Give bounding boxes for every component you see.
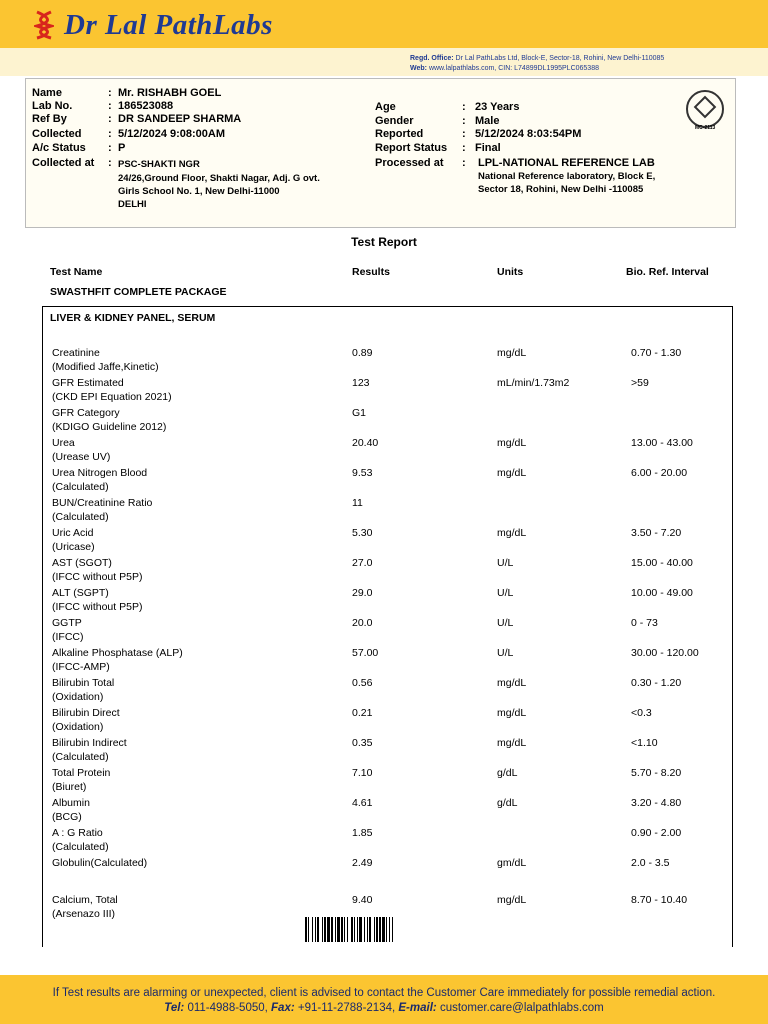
cell-result: 123 (352, 377, 370, 389)
gender: Male (475, 115, 500, 127)
collected-label: Collected (32, 128, 82, 140)
collected-at-label: Collected at (32, 157, 95, 169)
cell-unit: mg/dL (497, 347, 527, 359)
cell-name: GFR Category (52, 407, 120, 419)
cell-method: (Uricase) (52, 541, 95, 553)
cell-result: 57.00 (352, 647, 379, 659)
collected-time: 5/12/2024 9:08:00AM (118, 128, 226, 140)
cell-ref: 0.30 - 1.20 (631, 677, 682, 689)
cell-name: Uric Acid (52, 527, 94, 539)
cell-ref: 2.0 - 3.5 (631, 857, 670, 869)
name-label: Name (32, 87, 62, 99)
registered-office: Regd. Office: Dr Lal PathLabs Ltd, Block-E, Sector-18, Rohini, New Delhi-110085 Web: www.lalpathlabs.com, CIN: L74899DL1995PLC065388 (410, 55, 665, 72)
barcode-icon (305, 917, 471, 942)
report-status: Final (475, 142, 501, 154)
cell-result: 7.10 (352, 767, 373, 779)
cell-ref: 15.00 - 40.00 (631, 557, 693, 569)
ac-status: P (118, 142, 126, 154)
cell-method: (IFCC-AMP) (52, 661, 110, 673)
cell-ref: 0 - 73 (631, 617, 658, 629)
cell-unit: mg/dL (497, 894, 527, 906)
cell-ref: >59 (631, 377, 649, 389)
referred-by: DR SANDEEP SHARMA (118, 113, 242, 125)
cell-method: (Oxidation) (52, 721, 104, 733)
cell-result: 5.30 (352, 527, 373, 539)
column-header-units: Units (497, 266, 524, 278)
cell-unit: g/dL (497, 767, 518, 779)
reported-time: 5/12/2024 8:03:54PM (475, 128, 582, 140)
cell-ref: 3.50 - 7.20 (631, 527, 682, 539)
cell-method: (Arsenazo III) (52, 908, 116, 920)
collection-address-line: DELHI (118, 199, 147, 210)
gender-label: Gender (375, 115, 414, 127)
cell-unit: U/L (497, 647, 514, 659)
cell-result: G1 (352, 407, 367, 419)
collection-address-line: Girls School No. 1, New Delhi-11000 (118, 186, 280, 197)
cell-unit: mg/dL (497, 737, 527, 749)
processed-address-line: Sector 18, Rohini, New Delhi -110085 (478, 184, 644, 195)
cell-result: 0.35 (352, 737, 373, 749)
column-header-ref-interval: Bio. Ref. Interval (626, 266, 709, 278)
cell-name: GFR Estimated (52, 377, 124, 389)
cell-unit: mL/min/1.73m2 (497, 377, 570, 389)
cell-ref: 30.00 - 120.00 (631, 647, 699, 659)
cell-method: (Biuret) (52, 781, 87, 793)
cell-name: GGTP (52, 617, 82, 629)
cell-result: 20.0 (352, 617, 373, 629)
cell-method: (KDIGO Guideline 2012) (52, 421, 167, 433)
cell-method: (Calculated) (52, 841, 109, 853)
footer-advisory: If Test results are alarming or unexpected, client is advised to contact the Customer Care immediately for possible remedial action. (52, 987, 716, 999)
cell-unit: mg/dL (497, 527, 527, 539)
cell-result: 4.61 (352, 797, 373, 809)
cell-unit: U/L (497, 617, 514, 629)
cell-method: (CKD EPI Equation 2021) (52, 391, 172, 403)
cell-result: 27.0 (352, 557, 373, 569)
cell-result: 0.89 (352, 347, 373, 359)
processed-address-line: National Reference laboratory, Block E, (478, 171, 656, 182)
ref-label: Ref By (32, 113, 67, 125)
cell-ref: <1.10 (631, 737, 658, 749)
ac-status-label: A/c Status (32, 142, 86, 154)
cell-unit: g/dL (497, 797, 518, 809)
reported-label: Reported (375, 128, 424, 140)
cell-result: 2.49 (352, 857, 373, 869)
age-label: Age (375, 101, 396, 113)
age: 23 Years (475, 101, 520, 113)
package-name: SWASTHFIT COMPLETE PACKAGE (50, 286, 227, 298)
cell-method: (Calculated) (52, 751, 109, 763)
cell-result: 0.56 (352, 677, 373, 689)
cell-unit: mg/dL (497, 437, 527, 449)
cell-ref: 8.70 - 10.40 (631, 894, 688, 906)
cell-ref: 0.90 - 2.00 (631, 827, 682, 839)
cell-name: Alkaline Phosphatase (ALP) (52, 647, 183, 659)
processed-at-label: Processed at (375, 157, 444, 169)
cell-method: (IFCC without P5P) (52, 601, 143, 613)
cell-name: Calcium, Total (52, 894, 118, 906)
column-header-results: Results (352, 266, 390, 278)
cell-method: (Calculated) (52, 511, 109, 523)
cell-name: Creatinine (52, 347, 100, 359)
cell-name: Bilirubin Total (52, 677, 115, 689)
footer-band (0, 975, 768, 1024)
cell-unit: mg/dL (497, 467, 527, 479)
cell-name: AST (SGOT) (52, 557, 112, 569)
cell-name: Urea Nitrogen Blood (52, 467, 148, 479)
cell-name: Globulin(Calculated) (52, 857, 148, 869)
cell-result: 11 (352, 497, 363, 509)
cell-name: A : G Ratio (52, 827, 103, 839)
dna-logo-icon (34, 10, 54, 40)
footer-contacts: Tel: 011-4988-5050, Fax: +91-11-2788-2134, E-mail: customer.care@lalpathlabs.com (164, 1002, 604, 1014)
cell-ref: 0.70 - 1.30 (631, 347, 682, 359)
cell-result: 1.85 (352, 827, 373, 839)
cell-method: (IFCC) (52, 631, 84, 643)
cell-name: Urea (52, 437, 75, 449)
column-header-test-name: Test Name (50, 266, 103, 278)
cell-ref: 10.00 - 49.00 (631, 587, 693, 599)
patient-name: Mr. RISHABH GOEL (118, 87, 222, 99)
cell-unit: mg/dL (497, 707, 527, 719)
cell-name: Bilirubin Direct (52, 707, 120, 719)
lab-label: Lab No. (32, 100, 73, 112)
cell-name: Total Protein (52, 767, 111, 779)
brand-logo-text: Dr Lal PathLabs (64, 9, 273, 41)
seal-code: MC-2113 (695, 125, 716, 131)
processed-at: LPL-NATIONAL REFERENCE LAB (478, 157, 655, 169)
cell-ref: 3.20 - 4.80 (631, 797, 682, 809)
cell-method: (Modified Jaffe,Kinetic) (52, 361, 159, 373)
cell-name: Bilirubin Indirect (52, 737, 127, 749)
cell-ref: 6.00 - 20.00 (631, 467, 688, 479)
cell-method: (Oxidation) (52, 691, 104, 703)
cell-name: ALT (SGPT) (52, 587, 109, 599)
cell-method: (BCG) (52, 811, 82, 823)
cell-ref: 13.00 - 43.00 (631, 437, 693, 449)
cell-unit: U/L (497, 587, 514, 599)
cell-name: Albumin (52, 797, 90, 809)
cell-result: 9.53 (352, 467, 373, 479)
cell-name: BUN/Creatinine Ratio (52, 497, 153, 509)
cell-result: 9.40 (352, 894, 373, 906)
collected-at: PSC-SHAKTI NGR (118, 159, 200, 170)
accreditation-seal-icon (686, 90, 724, 128)
lab-number: 186523088 (118, 100, 174, 112)
cell-ref: 5.70 - 8.20 (631, 767, 682, 779)
cell-unit: U/L (497, 557, 514, 569)
cell-result: 29.0 (352, 587, 373, 599)
cell-ref: <0.3 (631, 707, 652, 719)
report-status-label: Report Status (375, 142, 448, 154)
cell-method: (IFCC without P5P) (52, 571, 143, 583)
cell-unit: gm/dL (497, 857, 527, 869)
cell-result: 20.40 (352, 437, 379, 449)
collection-address-line: 24/26,Ground Floor, Shakti Nagar, Adj. G ovt. (118, 173, 320, 184)
cell-method: (Urease UV) (52, 451, 111, 463)
cell-result: 0.21 (352, 707, 373, 719)
cell-unit: mg/dL (497, 677, 527, 689)
panel-title: LIVER & KIDNEY PANEL, SERUM (50, 312, 216, 324)
cell-method: (Calculated) (52, 481, 109, 493)
report-title: Test Report (351, 235, 417, 249)
